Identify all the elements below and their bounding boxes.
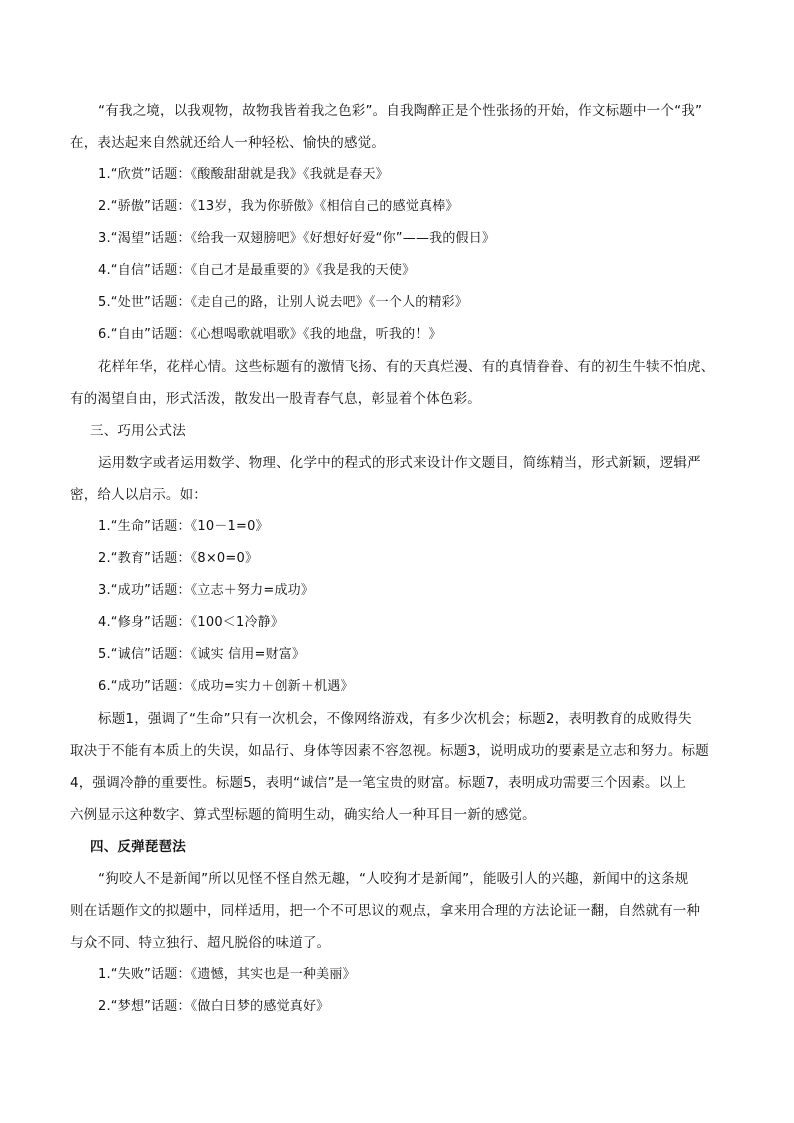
intro-item-4: 4.“自信”话题：《自己才是最重要的》《我是我的天使》	[98, 263, 416, 278]
section-4-item-1: 1.“失败”话题：《遗憾，其实也是一种美丽》	[98, 967, 356, 982]
intro-item-2: 2.“骄傲”话题：《13岁，我为你骄傲》《相信自己的感觉真棒》	[98, 199, 459, 214]
section-3-item-5: 5.“诚信”话题：《诚实 信用=财富》	[98, 647, 306, 662]
section-3-item-2: 2.“教育”话题：《8×0=0》	[98, 551, 259, 566]
section-4-paragraph-line-2: 则在话题作文的拟题中，同样适用，把一个不可思议的观点，拿来用合理的方法论证一翻，自然就有一种	[70, 903, 701, 919]
intro-summary-line-1: 花样年华，花样心情。这些标题有的激情飞扬、有的天真烂漫、有的真情眷眷、有的初生牛犊不怕虎、	[98, 359, 715, 375]
intro-item-3: 3.“渴望”话题：《给我一双翅膀吧》《好想好好爱“你”——我的假日》	[98, 231, 496, 246]
section-3-explanation-line-1: 标题1，强调了“生命”只有一次机会，不像网络游戏，有多少次机会；标题2，表明教育的成败得失	[98, 711, 692, 727]
section-4-heading: 四、反弹琵琶法	[90, 839, 186, 855]
section-3-item-6: 6.“成功”话题：《成功=实力＋创新＋机遇》	[98, 679, 354, 694]
section-3-paragraph-line-1: 运用数字或者运用数学、物理、化学中的程式的形式来设计作文题目，简练精当，形式新颖，逻辑严	[98, 455, 701, 471]
section-3-item-3: 3.“成功”话题：《立志＋努力=成功》	[98, 583, 315, 598]
intro-paragraph-line-2: 在，表达起来自然就还给人一种轻松、愉快的感觉。	[70, 135, 386, 151]
section-3-explanation-line-3: 4，强调冷静的重要性。标题5，表明“诚信”是一笔宝贵的财富。标题7，表明成功需要三个因素。以上	[70, 775, 687, 791]
section-3-paragraph-line-2: 密，给人以启示。如：	[70, 487, 207, 503]
intro-summary-line-2: 有的渴望自由，形式活泼，散发出一股青春气息，彰显着个体色彩。	[70, 391, 481, 407]
section-3-explanation-line-2: 取决于不能有本质上的失误，如品行、身体等因素不容忽视。标题3，说明成功的要素是立志和努力。标题	[70, 743, 709, 759]
section-3-heading: 三、巧用公式法	[90, 423, 186, 439]
section-3-explanation-line-4: 六例显示这种数字、算式型标题的简明生动，确实给人一种耳目一新的感觉。	[70, 807, 536, 823]
section-4-item-2: 2.“梦想”话题：《做白日梦的感觉真好》	[98, 999, 330, 1014]
intro-paragraph-line-1: “有我之境，以我观物，故物我皆着我之色彩”。自我陶醉正是个性张扬的开始，作文标题中一个“我”	[98, 103, 703, 119]
section-4-paragraph-line-3: 与众不同、特立独行、超凡脱俗的味道了。	[70, 935, 331, 951]
intro-item-6: 6.“自由”话题：《心想喝歌就唱歌》《我的地盘，听我的！》	[98, 327, 442, 342]
section-4-paragraph-line-1: “狗咬人不是新闻”所以见怪不怪自然无趣，“人咬狗才是新闻”，能吸引人的兴趣，新闻中的这条规	[98, 871, 689, 887]
section-3-item-4: 4.“修身”话题：《100＜1冷静》	[98, 615, 285, 630]
intro-item-5: 5.“处世”话题：《走自己的路，让别人说去吧》《一个人的精彩》	[98, 295, 469, 310]
section-3-item-1: 1.“生命”话题：《10－1=0》	[98, 519, 269, 534]
intro-item-1: 1.“欣赏”话题：《酸酸甜甜就是我》《我就是春天》	[98, 167, 389, 182]
